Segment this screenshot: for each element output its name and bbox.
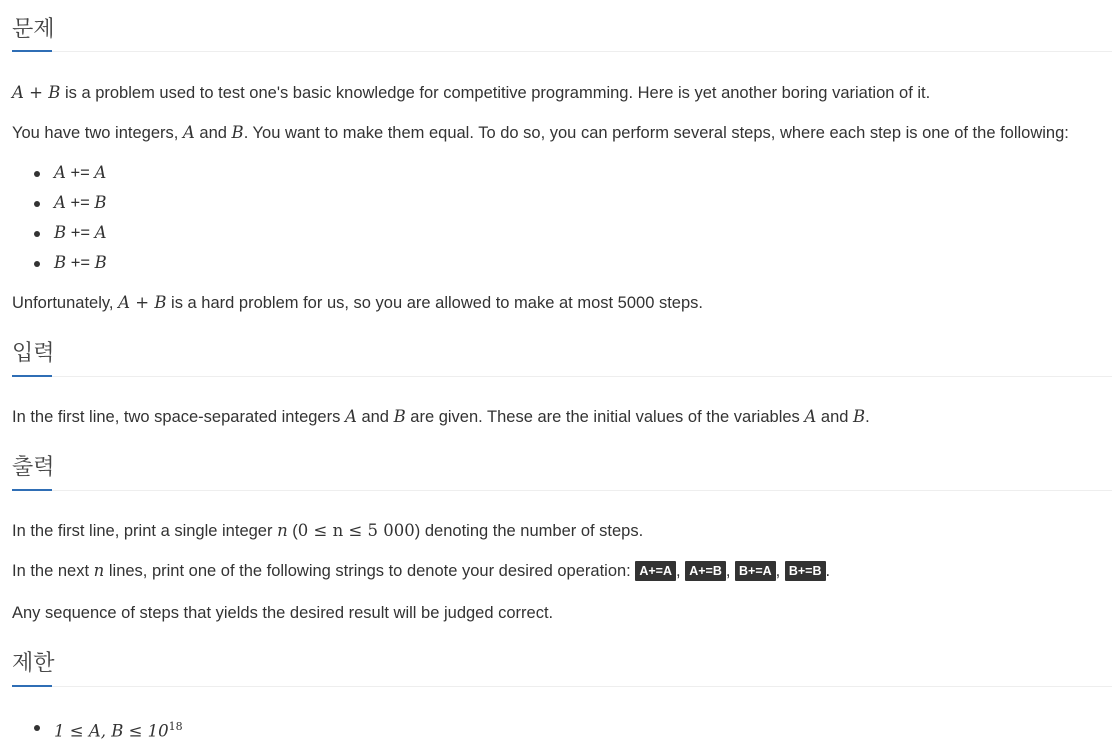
- problem-paragraph-2: You have two integers, A and B. You want to make them equal. To do so, you can perform several steps, where each step is one of the following:: [12, 123, 1069, 142]
- code-op: B+=A: [735, 561, 776, 581]
- input-paragraph: In the first line, two space-separated integers A and B are given. These are the initial values of the variables A and B.: [12, 407, 870, 426]
- section-underline: [12, 489, 52, 491]
- limits-list: [12, 712, 183, 742]
- list-item: B += B: [12, 248, 107, 278]
- bullet-icon: [34, 201, 40, 207]
- problem-paragraph-1: A + B is a problem used to test one's basic knowledge for competitive programming. Here is yet another boring variation of it.: [12, 83, 931, 102]
- list-item: A += B: [12, 188, 107, 218]
- section-underline: [12, 375, 52, 377]
- code-op: A+=B: [685, 561, 726, 581]
- output-paragraph-1: In the first line, print a single integer n (0 ≤ n ≤ 5 000) denoting the number of steps.: [12, 521, 644, 540]
- section-divider: [52, 51, 1112, 52]
- section-divider: [52, 490, 1112, 491]
- math-a-plus-b: A + B: [12, 83, 61, 102]
- section-underline: [12, 50, 52, 52]
- section-title-input: 입력: [12, 341, 55, 366]
- list-item: 1 ≤ A, $B \le 10^{18}$: [12, 712, 183, 742]
- section-divider: [52, 686, 1112, 687]
- section-underline: [12, 685, 52, 687]
- code-op: A+=A: [635, 561, 676, 581]
- bullet-icon: [34, 725, 40, 731]
- bullet-icon: [34, 171, 40, 177]
- output-paragraph-2: In the next n lines, print one of the following strings to denote your desired operation: A+=A , A+=B , B+=A , B+=B .: [12, 561, 831, 580]
- bullet-icon: [34, 261, 40, 267]
- problem-paragraph-3: Unfortunately, A + B is a hard problem for us, so you are allowed to make at most 5000 steps.: [12, 293, 703, 312]
- list-item: A += A: [12, 158, 107, 188]
- output-paragraph-3: Any sequence of steps that yields the desired result will be judged correct.: [12, 604, 554, 622]
- section-title-problem: 문제: [12, 17, 55, 42]
- list-item: B += A: [12, 218, 107, 248]
- code-op: B+=B: [785, 561, 826, 581]
- bullet-icon: [34, 231, 40, 237]
- steps-list: [12, 158, 107, 278]
- section-title-limits: 제한: [12, 651, 55, 676]
- section-title-output: 출력: [12, 455, 55, 480]
- section-divider: [52, 376, 1112, 377]
